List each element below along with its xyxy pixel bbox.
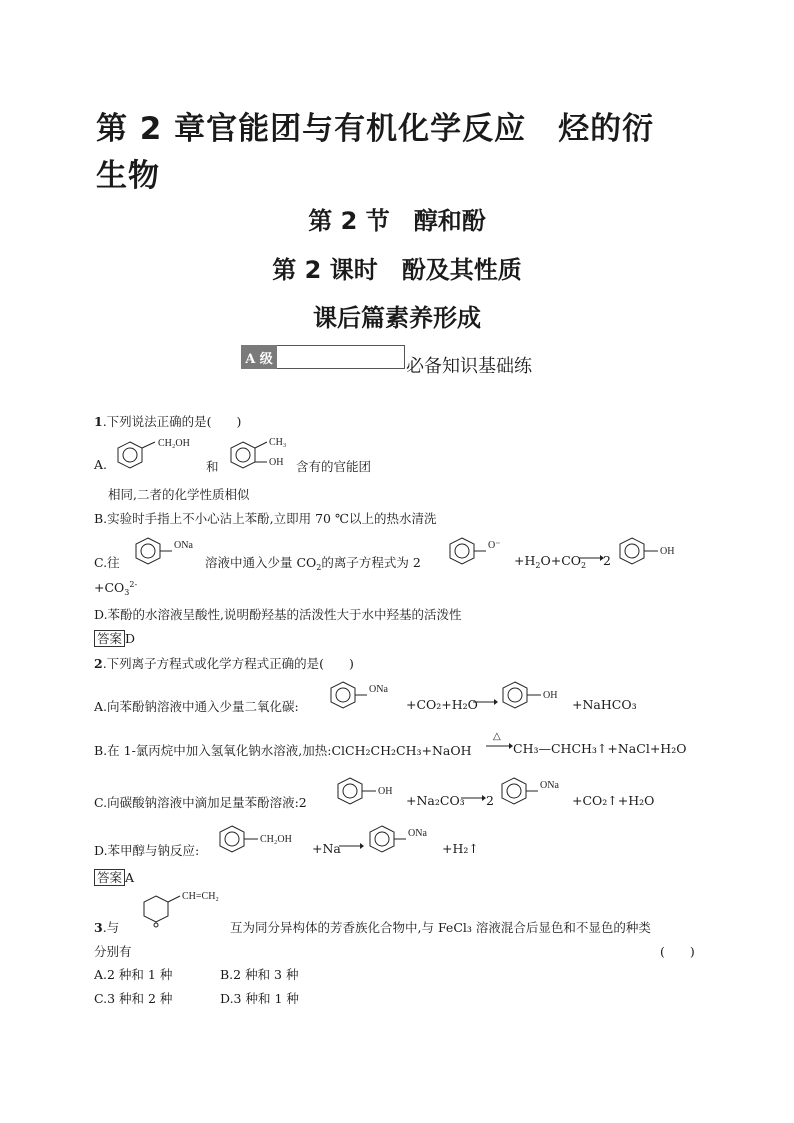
q3-option-c: C.3 种和 2 种: [94, 991, 173, 1006]
phenol-structure: [612, 532, 692, 572]
q1-answer: 答案 D: [94, 629, 135, 647]
lesson-title: 第 2 课时 酚及其性质: [272, 256, 522, 284]
svg-text:ONa: ONa: [408, 828, 427, 839]
q2-option-d: D.苯甲醇与钠反应:: [94, 843, 200, 858]
svg-text:CH₂OH: CH₂OH: [158, 438, 190, 449]
q1-option-c-text: 溶液中通入少量 $CO_2$的离子方程式为 2: [205, 555, 421, 572]
q2d-sodium-phenoxide-structure: [362, 820, 442, 860]
q2-option-d-tail: +H₂↑: [442, 841, 479, 856]
q3-option-a: A.2 种和 1 种: [94, 967, 173, 982]
benzyl-alcohol-structure: [110, 434, 205, 474]
q1-option-a-cont: 相同,二者的化学性质相似: [108, 487, 250, 502]
q1-option-b: B.实验时手指上不小心沾上苯酚,立即用 70 ℃以上的热水清洗: [94, 511, 437, 526]
svg-text:OH: OH: [660, 546, 675, 557]
heat-arrow-icon: [485, 730, 513, 752]
chapter-title-line1: 第 2 章官能团与有机化学反应 烃的衍: [96, 111, 655, 147]
svg-text:△: △: [493, 731, 501, 742]
q2-option-c-coef: 2: [486, 793, 494, 808]
svg-text:ONa: ONa: [174, 540, 193, 551]
practice-title: 课后篇素养形成: [313, 304, 481, 332]
q1-option-d: D.苯酚的水溶液呈酸性,说明酚羟基的活泼性大于水中羟基的活泼性: [94, 607, 462, 622]
q3-stem-text: 互为同分异构体的芳香族化合物中,与 FeCl₃ 溶液混合后显色和不显色的种类: [230, 920, 651, 935]
q1-stem: 1.下列说法正确的是( ): [94, 414, 242, 429]
q3-stem-prefix: 3.与: [94, 920, 120, 935]
svg-text:ONa: ONa: [369, 684, 388, 695]
grade-label: 必备知识基础练: [406, 356, 532, 377]
q1-option-c-tail: $+CO_3^{2-}$: [94, 580, 138, 597]
q3-answer-paren: ( ): [660, 944, 695, 959]
q2-option-a-mid: +CO₂+H₂O: [406, 697, 478, 712]
reaction-arrow-icon: [578, 552, 604, 564]
grade-badge: A 级: [241, 345, 277, 369]
phenoxide-ion-structure: [442, 532, 512, 572]
q1-and: 和: [206, 459, 219, 474]
q2-option-a: A.向苯酚钠溶液中通入少量二氧化碳:: [94, 699, 299, 714]
svg-text:OH: OH: [378, 786, 393, 797]
q2a-phenol-structure: [495, 676, 575, 716]
svg-text:OH: OH: [543, 690, 558, 701]
q3-option-b: B.2 种和 3 种: [220, 967, 299, 982]
chapter-title-line2: 生物: [96, 158, 160, 194]
svg-text:CH=CH₂: CH=CH₂: [182, 891, 219, 902]
q2a-sodium-phenoxide-structure: [323, 676, 403, 716]
q1-option-c-reactants: $+H_2O+CO_2$: [514, 553, 587, 570]
sodium-phenoxide-structure: [128, 532, 208, 572]
q1-option-a-prefix: A.: [94, 457, 108, 472]
q2-option-c-tail: +CO₂↑+H₂O: [572, 793, 655, 808]
q1-option-c-prefix: C.往: [94, 555, 120, 570]
q2-stem: 2.下列离子方程式或化学方程式正确的是( ): [94, 656, 354, 671]
section-title: 第 2 节 醇和酚: [308, 207, 486, 235]
q2-option-c: C.向碳酸钠溶液中滴加足量苯酚溶液:2: [94, 795, 307, 810]
q3-option-d: D.3 种和 1 种: [220, 991, 299, 1006]
cresol-structure: [225, 436, 295, 476]
svg-text:ONa: ONa: [540, 780, 559, 791]
q1-option-c-coef: 2: [603, 553, 611, 568]
q2d-reaction-arrow-icon: [338, 840, 364, 852]
svg-text:CH₂OH: CH₂OH: [260, 834, 292, 845]
q2-option-b: B.在 1-氯丙烷中加入氢氧化钠水溶液,加热:ClCH₂CH₂CH₃+NaOH: [94, 743, 472, 758]
q1-option-a-text: 含有的官能团: [296, 459, 372, 474]
q2c-reaction-arrow-icon: [460, 792, 486, 804]
q2-option-c-mid: +Na₂CO₃: [406, 793, 465, 808]
styrene-oxide-ring-structure: [136, 886, 236, 930]
svg-text:OH: OH: [269, 457, 284, 468]
q2-option-d-mid: +Na: [312, 841, 341, 856]
q2-option-a-tail: +NaHCO₃: [572, 697, 637, 712]
q2c-sodium-phenoxide-structure: [494, 772, 574, 812]
grade-underline-box: [277, 345, 405, 369]
q2c-phenol-structure: [330, 772, 410, 812]
svg-text:O⁻: O⁻: [488, 540, 501, 551]
q3-stem-cont: 分别有: [94, 944, 132, 959]
q2-answer: 答案 A: [94, 868, 134, 886]
q2-option-b-tail: CH₃—CHCH₃↑+NaCl+H₂O: [513, 741, 687, 756]
svg-text:CH₃: CH₃: [269, 437, 287, 448]
q2d-benzyl-alcohol-structure: [212, 818, 312, 858]
